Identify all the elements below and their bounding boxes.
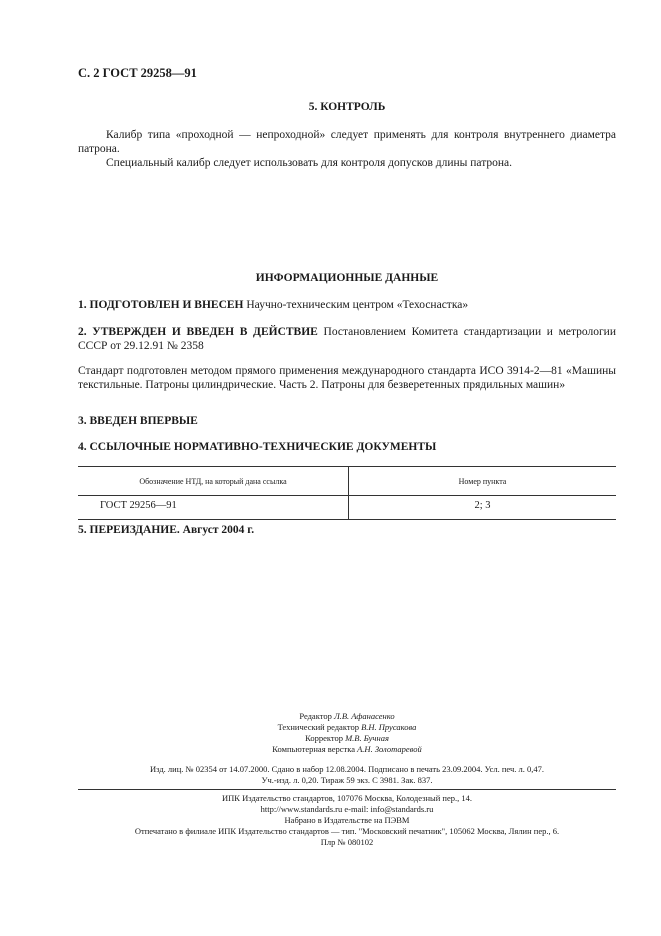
page-header: С. 2 ГОСТ 29258—91: [78, 66, 197, 80]
reference-document: ГОСТ 29256—91: [78, 496, 349, 520]
corrector-name: М.В. Бучная: [345, 733, 389, 743]
publisher-line-5: Плр № 080102: [320, 837, 374, 847]
editor-label: Редактор: [299, 711, 332, 721]
tech-editor-name: В.Н. Прусакова: [361, 722, 417, 732]
imprint-line-2: Уч.-изд. л. 0,20. Тираж 59 экз. С 3981. Зак. 837.: [261, 775, 433, 785]
info-item-1-head: 1. ПОДГОТОВЛЕН И ВНЕСЕН: [78, 299, 244, 311]
layout-label: Компьютерная верстка: [272, 744, 355, 754]
publisher-line-1: ИПК Издательство стандартов, 107076 Москва, Колодезный пер., 14.: [222, 793, 472, 803]
layout-line: [78, 744, 616, 755]
section-5-paragraph-1: Калибр типа «проходной — непроходной» следует применять для контроля внутреннего диаметра патрона.: [78, 129, 616, 155]
references-column-document: Обозначение НТД, на который дана ссылка: [78, 467, 349, 496]
info-title: ИНФОРМАЦИОННЫЕ ДАННЫЕ: [255, 272, 439, 284]
references-table: [78, 466, 616, 520]
info-note: Стандарт подготовлен методом прямого применения международного стандарта ИСО 3914-2—81 «Машины текстильные. Патроны цилиндрические. Часть 2. Патроны для безверетенных прядильных машин»: [78, 365, 616, 391]
section-5-title: 5. КОНТРОЛЬ: [308, 101, 386, 113]
info-item-5-head: 5. ПЕРЕИЗДАНИЕ.: [78, 524, 180, 536]
info-item-2-text: Постановлением Комитета стандартизации и метрологии СССР от 29.12.91 № 2358: [78, 326, 616, 352]
reference-clause: 2; 3: [349, 496, 617, 520]
editor-line: [78, 711, 616, 722]
info-item-5: [78, 524, 254, 536]
section-5-paragraph-2: Специальный калибр следует использовать для контроля допусков длины патрона.: [106, 157, 513, 169]
info-item-3: 3. ВВЕДЕН ВПЕРВЫЕ: [78, 415, 198, 427]
tech-editor-line: [78, 722, 616, 733]
info-item-2: [78, 325, 616, 353]
publisher-line-2: http://www.standards.ru e-mail: info@standards.ru: [260, 804, 434, 814]
info-item-1: [78, 298, 616, 312]
info-item-2-head: 2. УТВЕРЖДЕН И ВВЕДЕН В ДЕЙСТВИЕ: [78, 326, 318, 338]
references-column-clause: Номер пункта: [349, 467, 617, 496]
info-item-5-text: Август 2004 г.: [182, 524, 255, 536]
publisher-line-4: Отпечатано в филиале ИПК Издательство стандартов — тип. "Московский печатник", 105062 Москва, Лялин пер., 6.: [134, 826, 560, 836]
corrector-label: Корректор: [305, 733, 343, 743]
editor-name: Л.В. Афанасенко: [333, 711, 395, 721]
info-item-4: 4. ССЫЛОЧНЫЕ НОРМАТИВНО-ТЕХНИЧЕСКИЕ ДОКУМЕНТЫ: [78, 441, 437, 453]
publisher-line-3: Набрано в Издательстве на ПЭВМ: [284, 815, 410, 825]
imprint-line-1: Изд. лиц. № 02354 от 14.07.2000. Сдано в набор 12.08.2004. Подписано в печать 23.09.2004. Усл. печ. л. 0,47.: [149, 764, 544, 774]
tech-editor-label: Технический редактор: [277, 722, 359, 732]
layout-name: А.Н. Золотаревой: [357, 744, 422, 754]
table-row: [78, 496, 616, 520]
info-item-1-text: Научно-техническим центром «Техоснастка»: [246, 299, 469, 311]
corrector-line: [78, 733, 616, 744]
imprint-divider: [78, 789, 616, 790]
